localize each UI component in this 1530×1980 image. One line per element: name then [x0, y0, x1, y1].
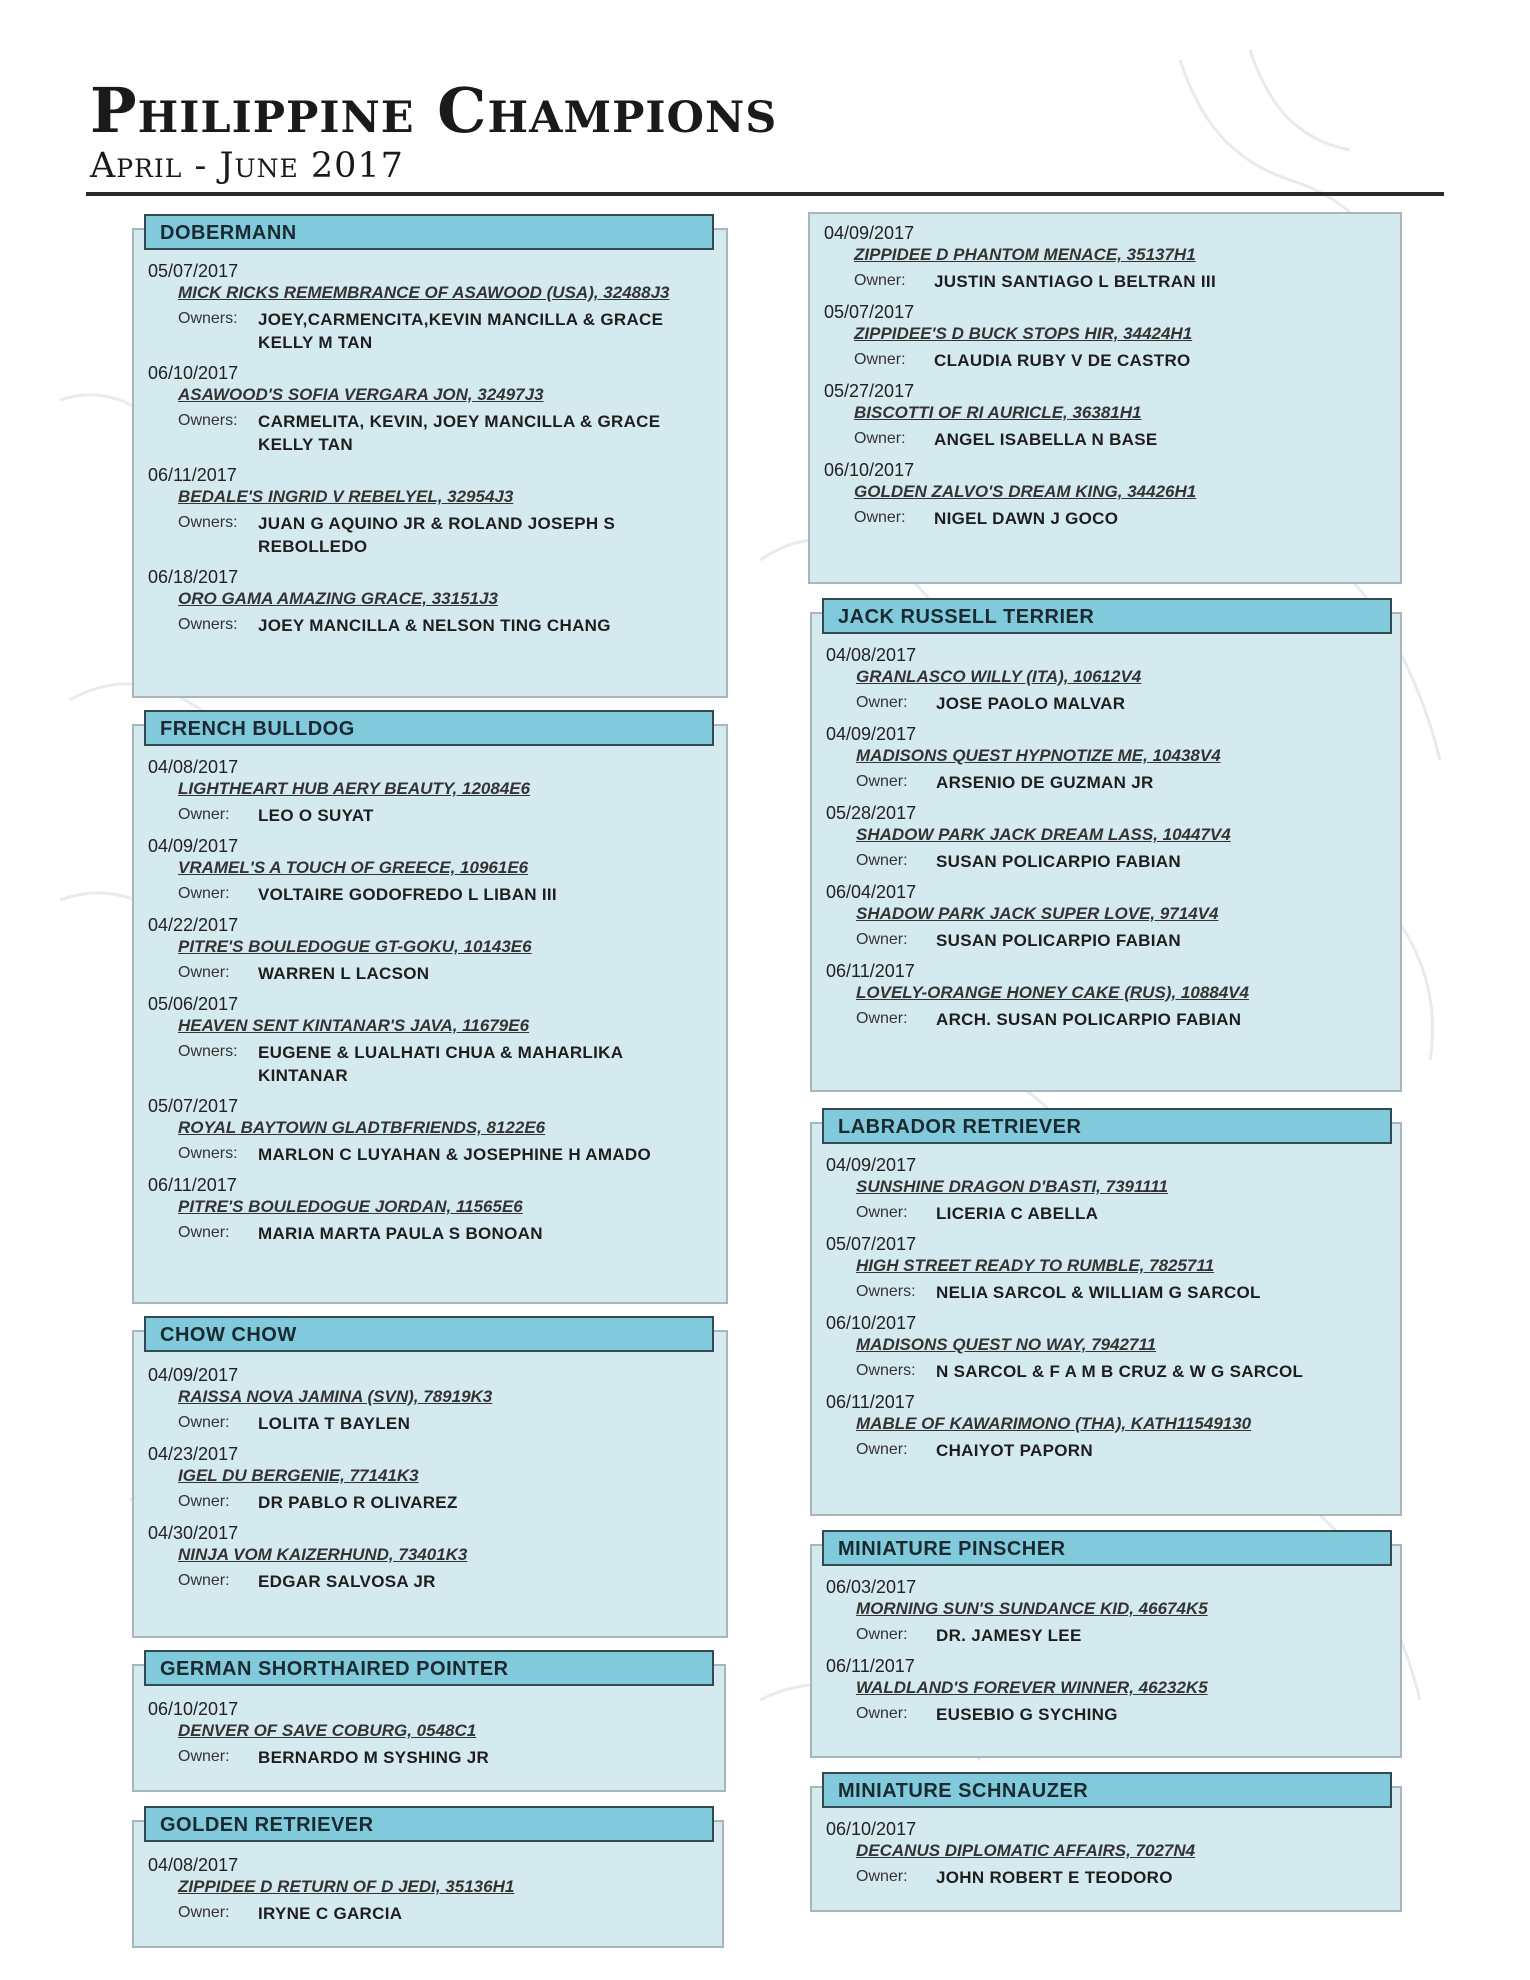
section-title: CHOW CHOW [144, 1316, 714, 1352]
owner-label: Owner: [856, 773, 908, 790]
section-german-shorthaired-pointer [132, 1658, 726, 1792]
owner-name: EUSEBIO G SYCHING [936, 1705, 1118, 1724]
champion-entry [826, 1233, 1390, 1304]
dog-name: DENVER OF SAVE COBURG, 0548C1 [178, 1721, 477, 1740]
award-date: 06/11/2017 [826, 1392, 915, 1412]
owner-name: JOSE PAOLO MALVAR [936, 694, 1126, 713]
owner-row [148, 1412, 716, 1435]
header-rule [86, 192, 1444, 196]
dog-name: GOLDEN ZALVO'S DREAM KING, 34426H1 [854, 482, 1197, 501]
dog-name: WALDLAND'S FOREVER WINNER, 46232K5 [856, 1678, 1208, 1697]
entry-list [826, 1576, 1390, 1734]
owner-row [148, 1902, 712, 1925]
owner-name: LEO O SUYAT [258, 806, 374, 825]
champion-entry [148, 566, 716, 637]
champion-entry [148, 260, 716, 354]
dog-name: RAISSA NOVA JAMINA (SVN), 78919K3 [178, 1387, 493, 1406]
owner-label: Owners: [178, 310, 238, 327]
section-labrador-retriever [810, 1116, 1402, 1516]
champion-entry [824, 380, 1390, 451]
owner-name: EDGAR SALVOSA JR [258, 1572, 436, 1591]
owner-name: SUSAN POLICARPIO FABIAN [936, 931, 1181, 950]
owner-name: LOLITA T BAYLEN [258, 1414, 411, 1433]
dog-name: ASAWOOD'S SOFIA VERGARA JON, 32497J3 [178, 385, 544, 404]
owner-name: DR. JAMESY LEE [936, 1626, 1082, 1645]
owner-row [148, 614, 716, 637]
dog-name: ZIPPIDEE'S D BUCK STOPS HIR, 34424H1 [854, 324, 1193, 343]
owner-name: EUGENE & LUALHATI CHUA & MAHARLIKA KINTANAR [258, 1043, 623, 1085]
award-date: 06/11/2017 [826, 961, 915, 981]
owner-label: Owner: [178, 1493, 230, 1510]
award-date: 06/10/2017 [826, 1819, 917, 1839]
award-date: 05/27/2017 [824, 381, 915, 401]
award-date: 05/07/2017 [826, 1234, 917, 1254]
award-date: 04/09/2017 [824, 223, 915, 243]
section-french-bulldog [132, 718, 728, 1304]
section-title: GERMAN SHORTHAIRED POINTER [144, 1650, 714, 1686]
owner-label: Owner: [178, 1414, 230, 1431]
owner-label: Owners: [856, 1283, 916, 1300]
owner-row [826, 1281, 1390, 1304]
award-date: 06/10/2017 [148, 1699, 239, 1719]
owner-row [148, 1143, 716, 1166]
champion-entry [826, 1818, 1390, 1889]
owner-name: JOHN ROBERT E TEODORO [936, 1868, 1173, 1887]
owner-name: VOLTAIRE GODOFREDO L LIBAN III [258, 885, 557, 904]
owner-name: WARREN L LACSON [258, 964, 430, 983]
entry-list [826, 1818, 1390, 1897]
champion-entry [824, 301, 1390, 372]
owner-name: MARIA MARTA PAULA S BONOAN [258, 1224, 543, 1243]
owner-name: DR PABLO R OLIVAREZ [258, 1493, 458, 1512]
award-date: 04/22/2017 [148, 915, 239, 935]
dog-name: VRAMEL'S A TOUCH OF GREECE, 10961E6 [178, 858, 529, 877]
section-title: GOLDEN RETRIEVER [144, 1806, 714, 1842]
owner-row [148, 1491, 716, 1514]
champion-entry [148, 756, 716, 827]
owner-label: Owner: [856, 1626, 908, 1643]
owner-label: Owner: [178, 964, 230, 981]
owner-label: Owner: [856, 931, 908, 948]
owner-label: Owners: [178, 412, 238, 429]
owner-label: Owner: [856, 1204, 908, 1221]
owner-name: JUSTIN SANTIAGO L BELTRAN III [934, 272, 1216, 291]
champion-entry [826, 1312, 1390, 1383]
dog-name: HIGH STREET READY TO RUMBLE, 7825711 [856, 1256, 1215, 1275]
owner-name: JOEY MANCILLA & NELSON TING CHANG [258, 616, 611, 635]
champion-entry [826, 723, 1390, 794]
award-date: 06/04/2017 [826, 882, 917, 902]
award-date: 06/03/2017 [826, 1577, 917, 1597]
entry-list [824, 222, 1390, 538]
owner-row [148, 962, 716, 985]
section-title: DOBERMANN [144, 214, 714, 250]
dog-name: PITRE'S BOULEDOGUE JORDAN, 11565E6 [178, 1197, 523, 1216]
entry-list [148, 1854, 712, 1933]
owner-label: Owner: [856, 1868, 908, 1885]
owner-name: LICERIA C ABELLA [936, 1204, 1099, 1223]
owner-name: IRYNE C GARCIA [258, 1904, 403, 1923]
owner-row [826, 692, 1390, 715]
dog-name: SHADOW PARK JACK DREAM LASS, 10447V4 [856, 825, 1231, 844]
award-date: 06/11/2017 [148, 465, 237, 485]
champion-entry [148, 464, 716, 558]
dog-name: ORO GAMA AMAZING GRACE, 33151J3 [178, 589, 498, 608]
award-date: 06/11/2017 [148, 1175, 237, 1195]
owner-row [824, 507, 1390, 530]
dog-name: ZIPPIDEE D PHANTOM MENACE, 35137H1 [854, 245, 1196, 264]
dog-name: LOVELY-ORANGE HONEY CAKE (RUS), 10884V4 [856, 983, 1249, 1002]
page-subtitle: April - June 2017 [90, 146, 404, 186]
award-date: 05/28/2017 [826, 803, 917, 823]
section-title: MINIATURE PINSCHER [822, 1530, 1392, 1566]
award-date: 04/08/2017 [148, 757, 239, 777]
award-date: 04/23/2017 [148, 1444, 239, 1464]
award-date: 06/10/2017 [824, 460, 915, 480]
owner-name: N SARCOL & F A M B CRUZ & W G SARCOL [936, 1362, 1304, 1381]
award-date: 05/07/2017 [148, 261, 239, 281]
owner-row [826, 1624, 1390, 1647]
champion-entry [148, 362, 716, 456]
dog-name: DECANUS DIPLOMATIC AFFAIRS, 7027N4 [856, 1841, 1196, 1860]
award-date: 04/08/2017 [148, 1855, 239, 1875]
award-date: 06/10/2017 [826, 1313, 917, 1333]
section-miniature-pinscher [810, 1538, 1402, 1758]
owner-label: Owners: [178, 1145, 238, 1162]
champion-entry [826, 1655, 1390, 1726]
owner-name: CARMELITA, KEVIN, JOEY MANCILLA & GRACE KELLY TAN [258, 412, 661, 454]
award-date: 05/07/2017 [148, 1096, 239, 1116]
owner-label: Owners: [856, 1362, 916, 1379]
owner-row [826, 1008, 1390, 1031]
owner-row [826, 1360, 1390, 1383]
section-title: JACK RUSSELL TERRIER [822, 598, 1392, 634]
entry-list [148, 260, 716, 645]
owner-label: Owner: [856, 852, 908, 869]
owner-row [148, 308, 716, 354]
section-golden-retriever-continued [808, 212, 1402, 584]
section-title: MINIATURE SCHNAUZER [822, 1772, 1392, 1808]
owner-label: Owner: [854, 351, 906, 368]
award-date: 06/18/2017 [148, 567, 239, 587]
owner-row [148, 1222, 716, 1245]
owner-label: Owner: [178, 1904, 230, 1921]
award-date: 04/09/2017 [148, 836, 239, 856]
dog-name: BEDALE'S INGRID V REBELYEL, 32954J3 [178, 487, 514, 506]
section-golden-retriever [132, 1814, 724, 1948]
owner-name: ARSENIO DE GUZMAN JR [936, 773, 1154, 792]
champion-entry [826, 802, 1390, 873]
entry-list [826, 644, 1390, 1039]
entry-list [148, 756, 716, 1253]
owner-name: CLAUDIA RUBY V DE CASTRO [934, 351, 1191, 370]
owner-name: BERNARDO M SYSHING JR [258, 1748, 490, 1767]
owner-label: Owner: [856, 1441, 908, 1458]
owner-row [826, 1202, 1390, 1225]
owner-row [826, 1439, 1390, 1462]
owner-row [826, 1703, 1390, 1726]
owner-label: Owner: [854, 509, 906, 526]
award-date: 04/09/2017 [148, 1365, 239, 1385]
owner-label: Owner: [178, 1572, 230, 1589]
section-miniature-schnauzer [810, 1780, 1402, 1912]
dog-name: PITRE'S BOULEDOGUE GT-GOKU, 10143E6 [178, 937, 532, 956]
dog-name: MADISONS QUEST NO WAY, 7942711 [856, 1335, 1157, 1354]
owner-label: Owners: [178, 616, 238, 633]
champion-entry [148, 1095, 716, 1166]
award-date: 04/09/2017 [826, 1155, 917, 1175]
owner-name: CHAIYOT PAPORN [936, 1441, 1093, 1460]
owner-row [826, 1866, 1390, 1889]
dog-name: HEAVEN SENT KINTANAR'S JAVA, 11679E6 [178, 1016, 530, 1035]
dog-name: GRANLASCO WILLY (ITA), 10612V4 [856, 667, 1142, 686]
owner-name: SUSAN POLICARPIO FABIAN [936, 852, 1181, 871]
entry-list [148, 1698, 714, 1777]
owner-label: Owner: [178, 806, 230, 823]
champion-entry [826, 644, 1390, 715]
award-date: 05/07/2017 [824, 302, 915, 322]
award-date: 04/30/2017 [148, 1523, 239, 1543]
owner-label: Owners: [178, 514, 238, 531]
owner-row [824, 428, 1390, 451]
dog-name: MORNING SUN'S SUNDANCE KID, 46674K5 [856, 1599, 1208, 1618]
champion-entry [826, 881, 1390, 952]
owner-label: Owner: [856, 1705, 908, 1722]
award-date: 06/10/2017 [148, 363, 239, 383]
owner-row [148, 1746, 714, 1769]
champion-entry [148, 1364, 716, 1435]
owner-name: MARLON C LUYAHAN & JOSEPHINE H AMADO [258, 1145, 652, 1164]
entry-list [148, 1364, 716, 1601]
owner-name: JUAN G AQUINO JR & ROLAND JOSEPH S REBOLLEDO [258, 514, 616, 556]
owner-row [148, 512, 716, 558]
dog-name: MABLE OF KAWARIMONO (THA), KATH11549130 [856, 1414, 1252, 1433]
owner-row [148, 410, 716, 456]
champion-entry [826, 1154, 1390, 1225]
award-date: 04/09/2017 [826, 724, 917, 744]
dog-name: SHADOW PARK JACK SUPER LOVE, 9714V4 [856, 904, 1219, 923]
owner-label: Owners: [178, 1043, 238, 1060]
champion-entry [148, 835, 716, 906]
section-dobermann [132, 222, 728, 698]
page-title: Philippine Champions [90, 74, 778, 147]
owner-row [826, 771, 1390, 794]
owner-label: Owner: [178, 885, 230, 902]
dog-name: IGEL DU BERGENIE, 77141K3 [178, 1466, 419, 1485]
dog-name: ZIPPIDEE D RETURN OF D JEDI, 35136H1 [178, 1877, 515, 1896]
section-jack-russell-terrier [810, 606, 1402, 1092]
entry-list [826, 1154, 1390, 1470]
dog-name: SUNSHINE DRAGON D'BASTI, 7391111 [856, 1177, 1169, 1196]
award-date: 06/11/2017 [826, 1656, 915, 1676]
champion-entry [826, 1391, 1390, 1462]
owner-row [826, 850, 1390, 873]
page-header [90, 74, 1450, 186]
owner-name: NELIA SARCOL & WILLIAM G SARCOL [936, 1283, 1261, 1302]
dog-name: BISCOTTI OF RI AURICLE, 36381H1 [854, 403, 1142, 422]
champion-entry [824, 459, 1390, 530]
owner-label: Owner: [856, 694, 908, 711]
owner-label: Owner: [856, 1010, 908, 1027]
dog-name: NINJA VOM KAIZERHUND, 73401K3 [178, 1545, 468, 1564]
champion-entry [826, 960, 1390, 1031]
owner-row [148, 883, 716, 906]
award-date: 05/06/2017 [148, 994, 239, 1014]
dog-name: MADISONS QUEST HYPNOTIZE ME, 10438V4 [856, 746, 1221, 765]
owner-name: ARCH. SUSAN POLICARPIO FABIAN [936, 1010, 1242, 1029]
owner-row [824, 270, 1390, 293]
champion-entry [148, 1522, 716, 1593]
dog-name: LIGHTHEART HUB AERY BEAUTY, 12084E6 [178, 779, 531, 798]
dog-name: MICK RICKS REMEMBRANCE OF ASAWOOD (USA), 32488J3 [178, 283, 670, 302]
dog-name: ROYAL BAYTOWN GLADTBFRIENDS, 8122E6 [178, 1118, 546, 1137]
owner-name: JOEY,CARMENCITA,KEVIN MANCILLA & GRACE KELLY M TAN [258, 310, 664, 352]
champion-entry [148, 993, 716, 1087]
champion-entry [148, 1174, 716, 1245]
champion-entry [148, 1698, 714, 1769]
section-title: FRENCH BULLDOG [144, 710, 714, 746]
section-chow-chow [132, 1324, 728, 1638]
owner-row [148, 1570, 716, 1593]
champion-entry [826, 1576, 1390, 1647]
owner-row [826, 929, 1390, 952]
section-title: LABRADOR RETRIEVER [822, 1108, 1392, 1144]
owner-row [148, 1041, 716, 1087]
owner-name: NIGEL DAWN J GOCO [934, 509, 1119, 528]
owner-label: Owner: [854, 272, 906, 289]
owner-row [148, 804, 716, 827]
award-date: 04/08/2017 [826, 645, 917, 665]
owner-label: Owner: [178, 1224, 230, 1241]
owner-label: Owner: [178, 1748, 230, 1765]
champion-entry [824, 222, 1390, 293]
champion-entry [148, 1443, 716, 1514]
champion-entry [148, 914, 716, 985]
owner-label: Owner: [854, 430, 906, 447]
owner-row [824, 349, 1390, 372]
champion-entry [148, 1854, 712, 1925]
owner-name: ANGEL ISABELLA N BASE [934, 430, 1158, 449]
